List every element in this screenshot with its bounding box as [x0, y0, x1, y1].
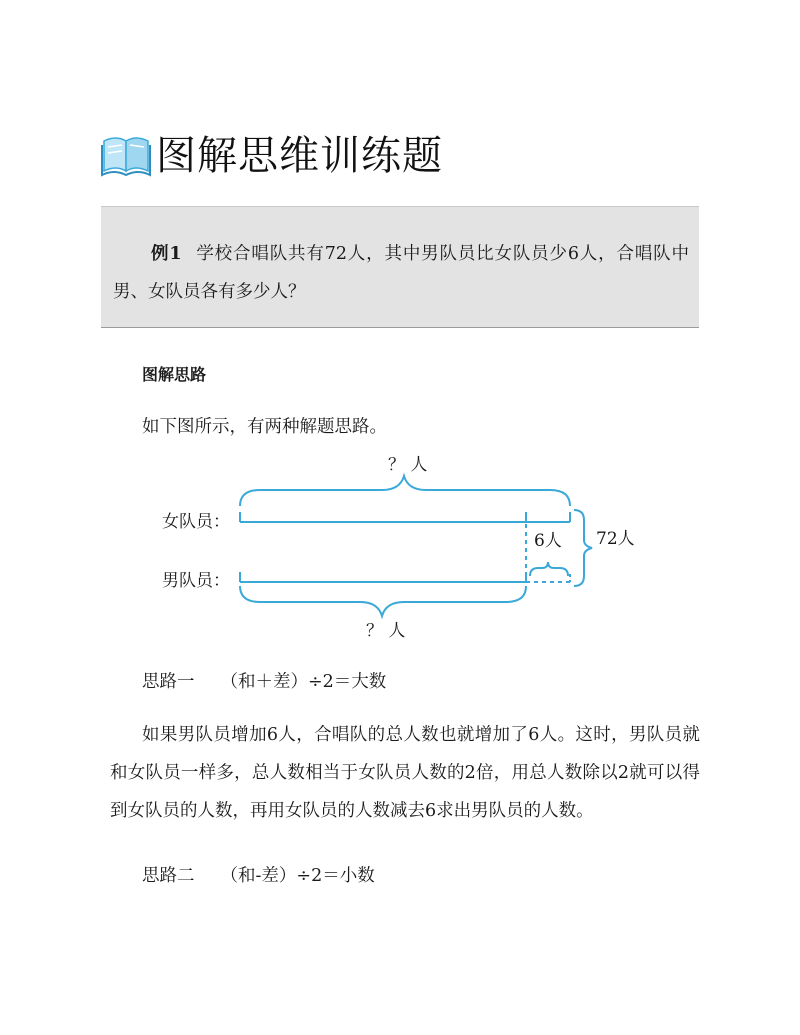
top-brace-label: ？ 人	[388, 455, 428, 475]
intro-text: 如下图所示，有两种解题思路。	[142, 417, 387, 437]
diff-label: 6人	[534, 531, 562, 551]
bottom-brace-label: ？ 人	[366, 621, 406, 641]
line-segment-diagram	[150, 450, 650, 650]
title-block	[100, 122, 443, 182]
total-label: 72人	[596, 529, 635, 549]
bottom-brace	[240, 586, 526, 616]
method2-heading	[142, 862, 375, 887]
female-label: 女队员：	[162, 512, 230, 532]
diff-brace	[530, 562, 568, 576]
example-text-block	[113, 235, 689, 311]
section-heading: 图解思路	[142, 365, 207, 384]
method1-body: 如果男队员增加6人，合唱队的总人数也就增加了6人。这时，男队员就和女队员一样多，总人数相当于女队员人数的2倍，用总人数除以2就可以得到女队员的人数，再用女队员的人数减去6求出男队员的人数。	[110, 725, 700, 821]
total-brace	[574, 510, 592, 586]
method1-label: 思路一	[142, 672, 195, 692]
page-title: 图解思维训练题	[156, 132, 443, 179]
example-question: 学校合唱队共有72人，其中男队员比女队员少6人，合唱队中男、女队员各有多少人？	[113, 244, 689, 302]
book-icon	[100, 127, 152, 177]
method1-heading	[142, 668, 386, 693]
method2-formula: （和-差）÷2＝小数	[220, 866, 375, 886]
top-brace	[240, 476, 570, 506]
male-label: 男队员：	[162, 571, 230, 591]
example-label: 例1	[151, 244, 182, 264]
method2-label: 思路二	[142, 866, 195, 886]
method1-formula: （和＋差）÷2＝大数	[220, 672, 387, 692]
example-box	[101, 206, 699, 328]
